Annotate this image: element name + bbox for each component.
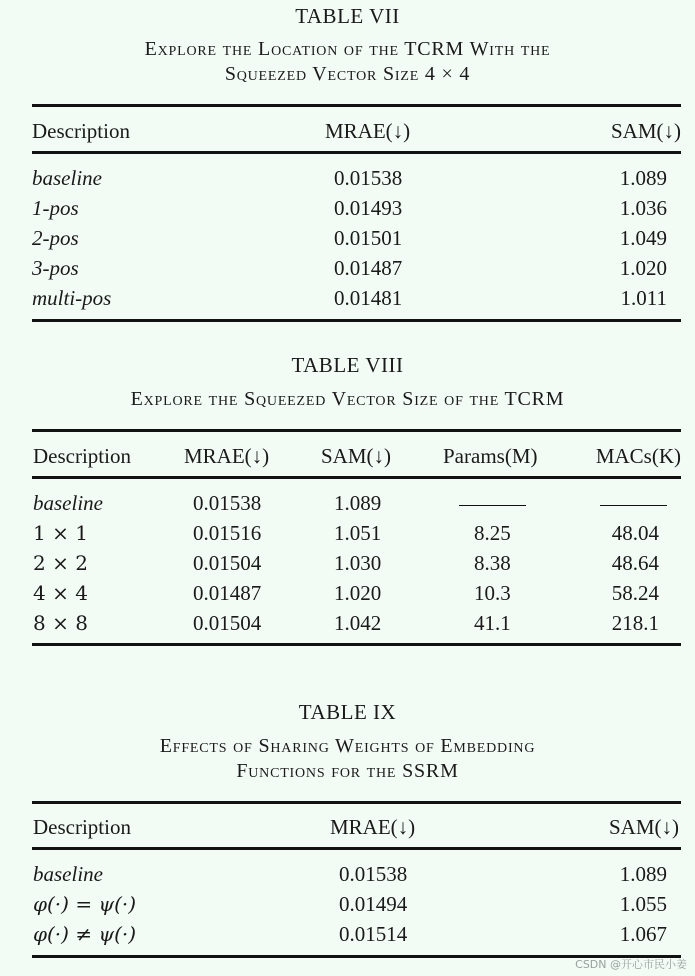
- row-description: 1 × 1: [33, 521, 88, 545]
- row-mrae: 0.01487: [193, 581, 262, 605]
- table-vii-top-rule: [32, 104, 681, 107]
- row-description: baseline: [32, 166, 102, 190]
- table-row: [0, 889, 695, 919]
- row-description: 4 × 4: [33, 581, 88, 605]
- table-row: [0, 578, 695, 608]
- row-sam: 1.042: [334, 611, 382, 635]
- column-header-sam: SAM(↓): [321, 444, 392, 468]
- column-header-description: Description: [33, 444, 131, 468]
- row-mrae: 0.01501: [334, 226, 403, 250]
- row-macs: 218.1: [611, 611, 659, 635]
- column-header-macs: MACs(K): [595, 444, 681, 468]
- row-description: φ(·) = ψ(·): [33, 892, 137, 916]
- row-params: 8.25: [474, 521, 511, 545]
- row-params: 8.38: [474, 551, 511, 575]
- table-row: [0, 608, 695, 638]
- table-viii-caption-line1: Explore the Squeezed Vector Size of the TCRM: [130, 388, 565, 410]
- table-viii-header-row: [0, 441, 695, 471]
- row-sam: 1.020: [334, 581, 382, 605]
- row-mrae: 0.01514: [339, 922, 408, 946]
- row-sam: 1.030: [334, 551, 382, 575]
- table-ix-header-row: [0, 812, 695, 842]
- row-macs-dash: [600, 488, 667, 518]
- table-row: [0, 518, 695, 548]
- table-row: [0, 919, 695, 949]
- row-sam: 1.036: [619, 196, 667, 220]
- row-description: baseline: [33, 491, 103, 515]
- row-sam: 1.089: [619, 862, 667, 886]
- table-row: [0, 163, 695, 193]
- row-description: 8 × 8: [33, 611, 88, 635]
- row-params: 10.3: [474, 581, 511, 605]
- table-row: [0, 253, 695, 283]
- table-vii-bottom-rule: [32, 319, 681, 322]
- table-ix-caption-line2: Functions for the SSRM: [236, 760, 459, 782]
- row-description: baseline: [33, 862, 103, 886]
- row-sam: 1.049: [619, 226, 667, 250]
- row-params: 41.1: [474, 611, 511, 635]
- row-macs: 58.24: [611, 581, 659, 605]
- row-description: 1-pos: [32, 196, 79, 220]
- table-ix-caption-line1: Effects of Sharing Weights of Embedding: [159, 735, 536, 757]
- row-mrae: 0.01504: [193, 551, 262, 575]
- row-sam: 1.055: [619, 892, 667, 916]
- table-row: [0, 223, 695, 253]
- table-row: [0, 193, 695, 223]
- table-vii-header-rule: [32, 151, 681, 154]
- row-mrae: 0.01538: [193, 491, 262, 515]
- table-ix-header-rule: [32, 847, 681, 850]
- row-sam: 1.051: [334, 521, 382, 545]
- row-description: multi-pos: [32, 286, 112, 310]
- table-ix-top-rule: [32, 801, 681, 804]
- table-viii-bottom-rule: [32, 643, 681, 646]
- row-sam: 1.089: [334, 491, 382, 515]
- column-header-mrae: MRAE(↓): [325, 119, 411, 143]
- column-header-description: Description: [32, 119, 130, 143]
- row-mrae: 0.01494: [339, 892, 408, 916]
- table-vii-number: TABLE VII: [295, 4, 400, 28]
- column-header-params: Params(M): [443, 444, 538, 468]
- table-viii-top-rule: [32, 429, 681, 432]
- table-row: [0, 283, 695, 313]
- row-sam: 1.067: [619, 922, 667, 946]
- row-mrae: 0.01516: [193, 521, 262, 545]
- table-row: [0, 488, 695, 518]
- row-mrae: 0.01504: [193, 611, 262, 635]
- table-row: [0, 548, 695, 578]
- table-row: [0, 859, 695, 889]
- table-vii-caption-line1: Explore the Location of the TCRM With the: [144, 38, 551, 60]
- row-params-dash: [459, 488, 526, 518]
- row-sam: 1.020: [619, 256, 667, 280]
- table-vii-caption-line2: Squeezed Vector Size 4 × 4: [224, 63, 471, 85]
- column-header-description: Description: [33, 815, 131, 839]
- column-header-mrae: MRAE(↓): [184, 444, 270, 468]
- row-mrae: 0.01538: [334, 166, 403, 190]
- row-description: φ(·) ≠ ψ(·): [33, 922, 137, 946]
- row-mrae: 0.01487: [334, 256, 403, 280]
- table-vii-header-row: [0, 116, 695, 146]
- row-macs: 48.64: [611, 551, 659, 575]
- table-ix-number: TABLE IX: [298, 700, 397, 724]
- column-header-sam: SAM(↓): [610, 119, 681, 143]
- row-description: 2-pos: [32, 226, 79, 250]
- row-description: 2 × 2: [33, 551, 88, 575]
- row-sam: 1.089: [619, 166, 667, 190]
- row-description: 3-pos: [32, 256, 79, 280]
- row-macs: 48.04: [611, 521, 659, 545]
- row-sam: 1.011: [620, 286, 667, 310]
- row-mrae: 0.01493: [334, 196, 403, 220]
- watermark: CSDN @开心市民小姜: [575, 958, 687, 971]
- column-header-mrae: MRAE(↓): [330, 815, 416, 839]
- table-viii-header-rule: [32, 476, 681, 479]
- row-mrae: 0.01538: [339, 862, 408, 886]
- table-viii-number: TABLE VIII: [291, 353, 404, 377]
- row-mrae: 0.01481: [334, 286, 403, 310]
- column-header-sam: SAM(↓): [608, 815, 679, 839]
